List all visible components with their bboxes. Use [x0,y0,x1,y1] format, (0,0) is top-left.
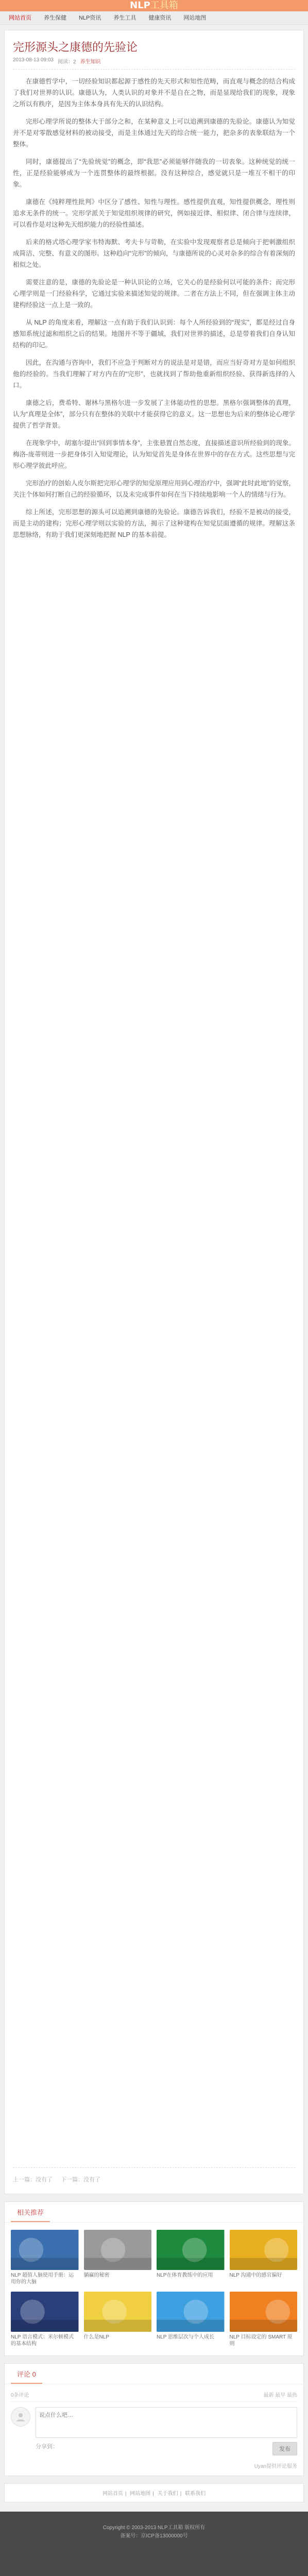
related-caption[interactable]: NLP 超值人脑使用手册：运用你的大脑 [11,2273,74,2285]
thumbnail-image [157,2292,225,2332]
article-paragraph: 完形心理学所说的整体大于部分之和，在某种意义上可以追溯到康德的先验论。康德认为知觉并不是对零散感觉材料的被动接受，而是主体通过先天的综合统一能力，把杂多的表象联结为一个整体。 [13,118,295,148]
related-caption[interactable]: NLP 语言模式：米尔顿模式的基本结构 [11,2334,74,2347]
prev-next-nav [13,2167,295,2185]
site-footer [0,2512,308,2576]
thumbnail-image [11,2230,79,2270]
related-caption[interactable]: NLP在体育教练中的应用 [157,2273,213,2278]
user-icon [15,2411,26,2422]
related-item[interactable] [157,2230,225,2285]
prev-article-link[interactable]: 上一篇：没有了 [13,2177,53,2183]
related-thumbnail[interactable] [84,2230,152,2270]
nav-item-nlp-news[interactable]: NLP资讯 [79,14,101,21]
footer-link-about[interactable]: 关于我们 [157,2491,178,2497]
related-item[interactable] [11,2292,79,2347]
article-paragraph: 完形治疗的创始人皮尔斯把完形心理学的知觉原理应用到心理治疗中，强调“此时此地”的觉察，关注个体如何打断自己的经验循环，以及未完成事件如何在当下持续地影响一个人的情绪与行为。 [13,480,295,498]
related-thumbnail[interactable] [157,2230,225,2270]
nav-item-health[interactable]: 养生保健 [44,14,66,21]
related-thumbnail[interactable] [230,2230,298,2270]
related-grid [5,2223,303,2355]
article-title: 完形源头之康德的先验论 [13,41,138,54]
nav-item-home[interactable]: 网站首页 [9,14,31,21]
article-paragraph: 康德在《纯粹理性批判》中区分了感性、知性与理性。感性提供直观，知性提供概念，理性则追求无条件的统一。完形学派关于知觉组织规律的研究，例如接近律、相似律、闭合律与连续律，可以看作是对这种先天组织能力的经验性描述。 [13,198,295,228]
related-section [4,2201,304,2356]
publish-button[interactable]: 发布 [272,2442,297,2455]
article-paragraph: 在康德哲学中，一切经验知识都起源于感性的先天形式和知性范畴，而直观与概念的结合构成了我们对世界的认识。康德认为，人类认识的对象并不是自在之物，而是显现给我们的现象，现象之所以有秩序，是因为主体本身具有先天的认识结构。 [13,78,295,108]
article-category-link[interactable]: 养生知识 [80,59,101,65]
footer-link-home[interactable]: 网站首页 [102,2491,123,2497]
related-caption[interactable]: NLP 目标设定的 SMART 原则 [229,2334,293,2347]
related-caption[interactable]: NLP 沟通中的感官偏好 [229,2273,282,2278]
thumbnail-image [84,2230,152,2270]
comment-tabs [11,2391,297,2402]
powered-by: Uyan提供评论服务 [254,2464,297,2469]
related-item[interactable] [157,2292,225,2347]
related-thumbnail[interactable] [157,2292,225,2332]
related-item[interactable] [230,2292,298,2347]
related-caption[interactable]: 什么是NLP [83,2334,109,2340]
article-paragraph: 后来的格式塔心理学家韦特海默、考夫卡与苛勒，在实验中发现观察者总是倾向于把刺激组织成简洁、完整、有意义的图形。这种趋向“完形”的倾向，与康德所说的心灵对杂多的综合有着深刻的相似之处。 [13,239,295,268]
footer-link-sitemap[interactable]: 网站地图 [130,2491,151,2497]
related-item[interactable] [11,2230,79,2285]
footer-links: 网站首页 | 网站地图 | 关于我们 | 联系我们 [4,2483,304,2502]
header-bar [0,0,308,11]
article-date: 2013-08-13 09:03 [13,57,54,63]
article-paragraph: 需要注意的是，康德的先验论是一种认识论的立场，它关心的是经验何以可能的条件；而完形心理学则是一门经验科学，它通过实验来描述知觉的规律。二者在方法上不同，但在强调主体主动建构经验这一点上是一致的。 [13,279,295,309]
comment-count: 0 [32,2370,36,2378]
comment-box [5,2384,303,2476]
icp-number: 备案号：京ICP备13000000号 [120,2533,188,2539]
article-paragraph: 从 NLP 的角度来看，理解这一点有助于我们认识到：每个人所经验到的“现实”，都是经过自身感知系统过滤和组织之后的结果。地图并不等于疆域，我们对世界的描述，总是带着我们自身认知结构的印记。 [13,319,295,349]
article-paragraph: 在现象学中，胡塞尔提出“回到事情本身”，主张悬置自然态度，直接描述意识所经验到的现象。梅洛-庞蒂则进一步把身体引入知觉理论，认为知觉首先是身体在世界中的存在方式。这些思想与完形心理学彼此呼应。 [13,439,295,469]
article-meta [13,57,295,70]
related-title: 相关推荐 [11,2202,50,2222]
comments-title: 评论 0 [11,2364,42,2384]
article-card [4,30,304,2194]
article-paragraph: 康德之后，费希特、谢林与黑格尔进一步发展了主体能动性的思想。黑格尔强调整体的真理，认为“真理是全体”，部分只有在整体的关联中才能获得它的意义。这一思想也为后来的整体论心理学提供了哲学背景。 [13,399,295,429]
related-thumbnail[interactable] [230,2292,298,2332]
related-item[interactable] [230,2230,298,2285]
share-label: 分享到： [36,2444,58,2450]
related-caption[interactable]: NLP 思维层次与个人成长 [157,2334,215,2340]
thumbnail-image [157,2230,225,2270]
main-nav [0,11,308,25]
avatar[interactable] [11,2407,30,2427]
related-item[interactable] [84,2292,152,2347]
related-thumbnail[interactable] [84,2292,152,2332]
article-body [13,70,295,2161]
site-logo[interactable]: NLP工具箱 [130,0,178,11]
related-thumbnail[interactable] [11,2292,79,2332]
thumbnail-image [230,2230,298,2270]
article-views: 阅读：2 [57,59,76,65]
comment-sort[interactable]: 最新 最早 最热 [263,2393,297,2398]
comment-total: 0条评论 [11,2393,29,2398]
nav-item-tools[interactable]: 养生工具 [113,14,136,21]
article [5,30,303,2194]
comment-input[interactable] [36,2407,297,2438]
thumbnail-image [230,2292,298,2332]
nav-item-sitemap[interactable]: 网站地图 [183,14,207,21]
next-article-link[interactable]: 下一篇：没有了 [61,2177,100,2183]
related-thumbnail[interactable] [11,2230,79,2270]
related-caption[interactable]: 躺赢的秘密 [83,2273,110,2278]
comments-section [4,2363,304,2476]
thumbnail-image [84,2292,152,2332]
copyright: Copyright © 2003-2013 NLP工具箱 版权所有 [102,2525,206,2531]
related-item[interactable] [84,2230,152,2285]
article-paragraph: 因此，在沟通与咨询中，我们不应急于判断对方的说法是对是错，而应当好奇对方是如何组织他的经验的。当我们理解了对方内在的“完形”，也就找到了帮助他重新组织经验、获得新选择的入口。 [13,359,295,389]
footer-link-contact[interactable]: 联系我们 [185,2491,206,2497]
thumbnail-image [11,2292,79,2332]
article-paragraph: 同时，康德提出了“先验统觉”的概念，即“我思”必须能够伴随我的一切表象。这种统觉的统一性，正是经验能够成为一个连贯整体的最终根据。没有这种综合，感觉就只是一堆互不相干的印象。 [13,158,295,188]
article-paragraph: 综上所述，完形思想的源头可以追溯到康德的先验论。康德告诉我们，经验不是被动的接受，而是主动的建构；完形心理学则以实验的方法，揭示了这种建构在知觉层面遵循的规律。理解这条思想脉络，有助于我们更深刻地把握 NLP 的基本前提。 [13,509,295,538]
nav-item-health-news[interactable]: 健康资讯 [148,14,172,21]
